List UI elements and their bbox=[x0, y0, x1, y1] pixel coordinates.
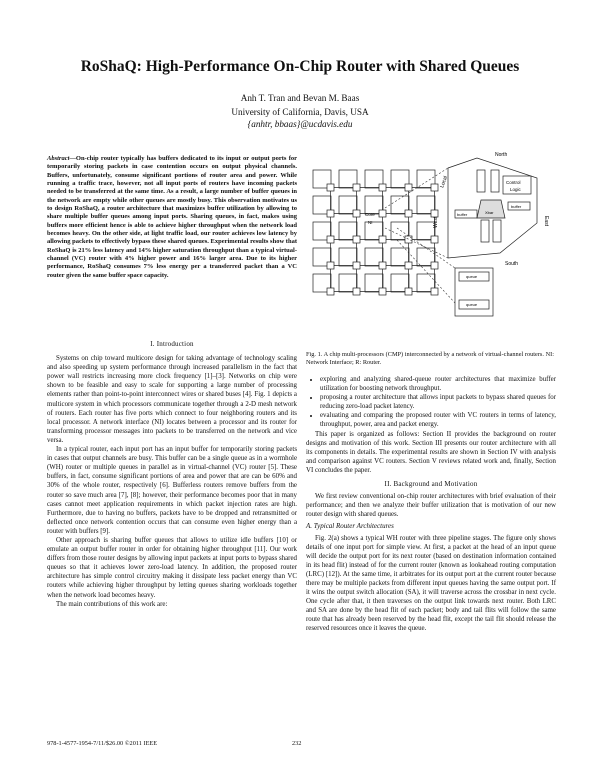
router-tile bbox=[379, 288, 386, 295]
router-tile bbox=[327, 236, 334, 243]
label-local: Local bbox=[439, 175, 449, 189]
contribution-item: • exploring and analyzing shared-queue router architectures that maximize buffer utilization for boosting network throughput. bbox=[320, 375, 556, 393]
label-control: Control bbox=[506, 180, 521, 185]
intro-paragraph-2: In a typical router, each input port has an input buffer for temporarily storing packets in cases that output channels are busy. This buffer can be a single queue as in a wormhole (WH) router or multiple queues in parallel as in virtual-channel (VC) router [5]. These buffers, in fact, consume significant portions of area and power that are can be 60% and 30% of the whole router, respectively [6]. Bufferless routers remove buffers from the router so save much area [7], [8]; however, their performance becomes poor that in many cases cannot meet application requirements in which packet injection rates are high. Furthermore, due to having no buffers, packets have to be dropped and retransmitted or deflected once network contention occurs that can consume even higher energy than a router with buffers [9]. bbox=[47, 446, 297, 535]
intro-paragraph-3: Other approach is sharing buffer queues that allows to utilize idle buffers [10] or emulate an output buffer router in order for obtaining higher throughput [11]. Our work differs from those router designs by allowing input packets at input ports to bypass shared queues so that it achieves lower zero-load latency. In addition, the proposed router architecture has simple control circuitry making it dissipate less packet energy than VC routers while achieving higher throughput by letting queues sharing workloads together when the network load becomes heavy. bbox=[47, 536, 297, 599]
label-ni: NI bbox=[368, 220, 373, 225]
section-2-intro: We first review conventional on-chip router architectures with brief evaluation of their performance; and then we analyze their buffer utilization that is motivation of our new router design with shared queues. bbox=[306, 493, 556, 519]
author-email: {anhtr, bbaas}@ucdavis.edu bbox=[247, 119, 353, 129]
router-detail bbox=[448, 158, 537, 316]
label-queue-2: queue bbox=[466, 302, 478, 307]
subsection-a-title: A. Typical Router Architectures bbox=[306, 522, 394, 531]
footer-isbn: 978-1-4577-1954-7/11/$26.00 ©2011 IEEE bbox=[47, 740, 158, 747]
section-2-title: II. Background and Motivation bbox=[384, 480, 478, 489]
label-west: West bbox=[433, 216, 439, 228]
figure-1-caption: Fig. 1. A chip multi-processors (CMP) interconnected by a network of virtual-channel routers. NI: Network Interface; R: Router. bbox=[306, 351, 554, 366]
intro-paragraph-4: The main contributions of this work are: bbox=[56, 600, 168, 608]
label-north: North bbox=[495, 152, 508, 158]
label-core: Core bbox=[365, 212, 375, 217]
router-tile bbox=[405, 210, 412, 217]
label-buffer-east: buffer bbox=[511, 204, 522, 209]
section-1-title: I. Introduction bbox=[150, 340, 194, 348]
router-tile bbox=[327, 262, 334, 269]
router-tile bbox=[353, 210, 360, 217]
router-tile bbox=[353, 262, 360, 269]
router-tile bbox=[431, 184, 438, 191]
router-tile bbox=[379, 210, 386, 217]
label-south: South bbox=[505, 261, 519, 267]
label-queue-1: queue bbox=[466, 274, 478, 279]
router-tile bbox=[353, 236, 360, 243]
router-tile bbox=[327, 210, 334, 217]
author-affiliation: University of California, Davis, USA bbox=[231, 107, 369, 117]
router-tile bbox=[379, 184, 386, 191]
figure-1 bbox=[305, 148, 555, 333]
abstract-label: Abstract bbox=[47, 155, 70, 162]
router-tile bbox=[431, 288, 438, 295]
router-tile bbox=[327, 288, 334, 295]
intro-paragraph-1: Systems on chip toward multicore design for taking advantage of technology scaling and also speeding up system performance through increased parallelism in the fact that power wall restricts increasing more clock frequency [1]–[3]. Networks on chip were shown to be feasible and easy to scale for supporting a large number of processing elements rather than point-to-point interconnect wires or shared buses [4]. Fig. 1 depicts a multicore system in which processors communicate together through a 2-D mesh network of routers. Each router has five ports which connect to four neighboring routers and its local processor. A network interface (NI) locates between a processor and its router for transforming processor messages into packets to be transferred on the network and vice versa. bbox=[47, 355, 297, 444]
router-tile bbox=[405, 288, 412, 295]
label-buffer-west: buffer bbox=[457, 212, 468, 217]
label-east: East bbox=[543, 216, 549, 227]
abstract bbox=[47, 155, 297, 280]
router-tile bbox=[431, 210, 438, 217]
abstract-text: —On-chip router typically has buffers dedicated to its input or output ports for temporarily storing packets in case contention occurs on output physical channels. Buffers, unfortunately, consume significant portions of router area and power. While running a traffic trace, however, not all input ports of routers have incoming packets needed to be transferred at the same time. As a result, a large number of buffer queues in the network are empty while other queues are mostly busy. This observation motivates us to design RoShaQ, a router architecture that maximizes buffer utilization by allowing to share multiple buffer queues among input ports. Sharing queues, in fact, makes using buffers more efficient hence is able to achieve higher throughput when the network load becomes heavy. On the other side, at light traffic load, our router achieves low latency by allowing packets to effectively bypass these shared queues. Experimental results show that RoShaQ is 21% less latency and 14% higher saturation throughput than a typical virtual-channel (VC) router with 4% higher power and 16% larger area. Due to its higher performance, RoShaQ consumes 7% less energy per a transferred packet than a VC router given the same buffer space capacity. bbox=[47, 155, 297, 279]
contributions-list bbox=[306, 375, 556, 430]
left-column bbox=[47, 340, 297, 609]
router-tile bbox=[405, 262, 412, 269]
router-tile bbox=[353, 184, 360, 191]
contribution-item: • evaluating and comparing the proposed router with VC routers in terms of latency, throughput, power, area and packet energy. bbox=[320, 411, 556, 429]
router-tile bbox=[431, 262, 438, 269]
router-tile bbox=[379, 236, 386, 243]
router-tile bbox=[431, 236, 438, 243]
label-logic: Logic bbox=[510, 187, 521, 192]
label-xbar: Xbar bbox=[485, 210, 494, 215]
footer-page-number: 232 bbox=[292, 740, 302, 747]
router-tile bbox=[353, 288, 360, 295]
paper-title: RoShaQ: High-Performance On-Chip Router with Shared Queues bbox=[80, 58, 520, 75]
router-tile bbox=[327, 184, 334, 191]
subsection-a-text: Fig. 2(a) shows a typical WH router with three pipeline stages. The figure only shows details of one input port for simple view. At first, a packet at the head of an input queue will decide the output port for its next router (based on destination information contained in its head flit) instead of for the current router (known as lookahead routing computation (LRC) [12]). At the same time, it arbitrates for its output port at the current router because there may be multiple packets from different input queues having the same output port. If it wins the output switch allocation (SA), it will traverse across the crossbar in next cycle. One cycle after that, it then traverses on the output link towards next router. Both LRC and SA are done by the head flit of each packet; body and tail flits will follow the same route that has already been reserved by the head flit, except the tail flit should release the reserved resources once it leaves the queue. bbox=[306, 534, 556, 633]
router-tile bbox=[405, 236, 412, 243]
router-tile bbox=[405, 184, 412, 191]
right-column bbox=[306, 375, 556, 634]
author-names: Anh T. Tran and Bevan M. Baas bbox=[240, 93, 360, 103]
organization-paragraph: This paper is organized as follows: Section II provides the background on router designs and motivation of this work. Section III presents our router architecture with all its components in details. The experimental results are shown in Section IV with analysis and comparison against VC routers. Section V reviews related work and, finally, Section VI concludes the paper. bbox=[306, 430, 556, 474]
contribution-item: • proposing a router architecture that allows input packets to bypass shared queues for reducing zero-load packet latency. bbox=[320, 393, 556, 411]
mesh-grid bbox=[313, 170, 438, 295]
router-tile bbox=[379, 262, 386, 269]
